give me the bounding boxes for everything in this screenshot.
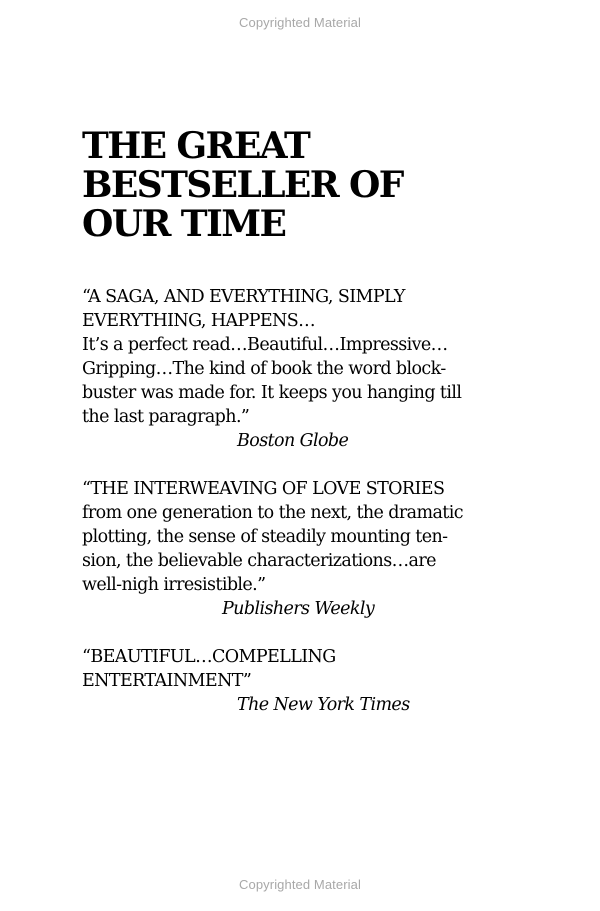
review-quote-boston-globe — [82, 285, 522, 453]
headline-line: BESTSELLER OF — [82, 164, 403, 206]
quote-line: EVERYTHING, HAPPENS… — [82, 311, 316, 331]
quote-line: It’s a perfect read…Beautiful…Impressive… — [82, 335, 448, 355]
headline-line: THE GREAT — [82, 125, 310, 167]
quote-source: Publishers Weekly — [222, 599, 375, 619]
review-quote-publishers-weekly — [82, 477, 522, 621]
quote-source: Boston Globe — [237, 431, 349, 451]
quote-line: buster was made for. It keeps you hanging till — [82, 383, 462, 403]
copyright-watermark-bottom: Copyrighted Material — [239, 877, 361, 892]
quote-line: the last paragraph.” — [82, 407, 250, 427]
quote-line: well-nigh irresistible.” — [82, 575, 266, 595]
copyright-watermark-top: Copyrighted Material — [239, 15, 361, 30]
quote-line: Gripping…The kind of book the word block- — [82, 359, 446, 379]
quote-line: “BEAUTIFUL…COMPELLING — [82, 647, 336, 667]
headline-line: OUR TIME — [82, 203, 286, 245]
quote-line: ENTERTAINMENT” — [82, 671, 252, 691]
quote-line: “THE INTERWEAVING OF LOVE STORIES — [82, 479, 445, 499]
quote-line: sion, the believable characterizations…are — [82, 551, 436, 571]
quote-line: from one generation to the next, the dramatic — [82, 503, 463, 523]
headline — [82, 127, 403, 244]
quote-line: plotting, the sense of steadily mounting ten- — [82, 527, 448, 547]
quote-source: The New York Times — [237, 695, 410, 715]
quote-line: “A SAGA, AND EVERYTHING, SIMPLY — [82, 287, 405, 307]
review-quote-new-york-times — [82, 645, 522, 717]
